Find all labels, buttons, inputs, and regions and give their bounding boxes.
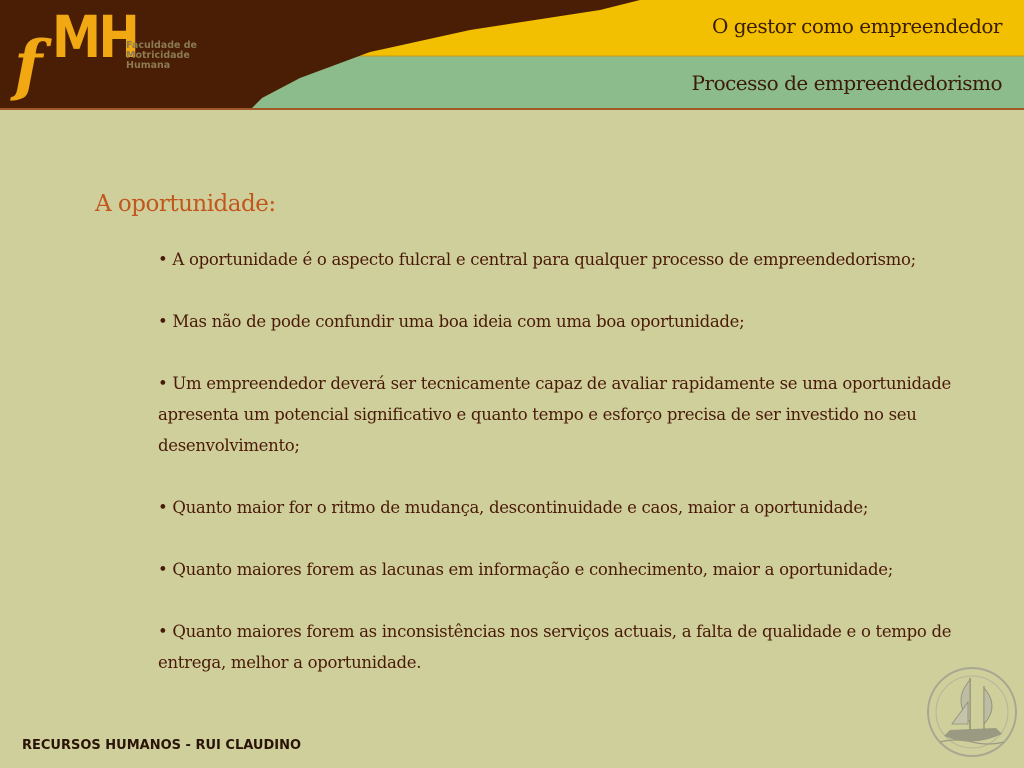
bullet-item: • Um empreendedor deverá ser tecnicamente capaz de avaliar rapidamente se uma oportunidade apresenta um potencial significativo e quanto tempo e esforço precisa de ser investido no seu desenvolvimento; [158, 374, 951, 455]
bullet-item: • Quanto maiores forem as inconsistências nos serviços actuais, a falta de qualidade e o tempo de entrega, melhor a oportunidade. [158, 622, 952, 672]
fmh-logo [8, 4, 248, 106]
bullet-item: • A oportunidade é o aspecto fulcral e central para qualquer processo de empreendedorismo; [158, 250, 916, 269]
institution-line: Motricidade [126, 50, 190, 61]
logo-mh-letters: MH [52, 3, 138, 71]
bullet-list [158, 244, 958, 709]
bullet-item: • Quanto maiores forem as lacunas em informação e conhecimento, maior a oportunidade; [158, 560, 893, 579]
header-banner [0, 0, 1024, 110]
institution-line: Faculdade de [126, 40, 197, 51]
footer-text: RECURSOS HUMANOS - RUI CLAUDINO [22, 738, 302, 753]
slide-title: O gestor como empreendedor [711, 14, 1002, 38]
institution-line: Humana [126, 60, 171, 71]
bullet-item: • Quanto maior for o ritmo de mudança, descontinuidade e caos, maior a oportunidade; [158, 498, 869, 517]
slide-subtitle: Processo de empreendedorismo [691, 71, 1002, 95]
section-heading: A oportunidade: [95, 191, 276, 217]
logo-f-letter: f [14, 26, 43, 104]
bullet-item: • Mas não de pode confundir uma boa ideia com uma boa oportunidade; [158, 312, 745, 331]
ship-seal-icon [922, 658, 1022, 766]
institution-name [126, 41, 197, 71]
